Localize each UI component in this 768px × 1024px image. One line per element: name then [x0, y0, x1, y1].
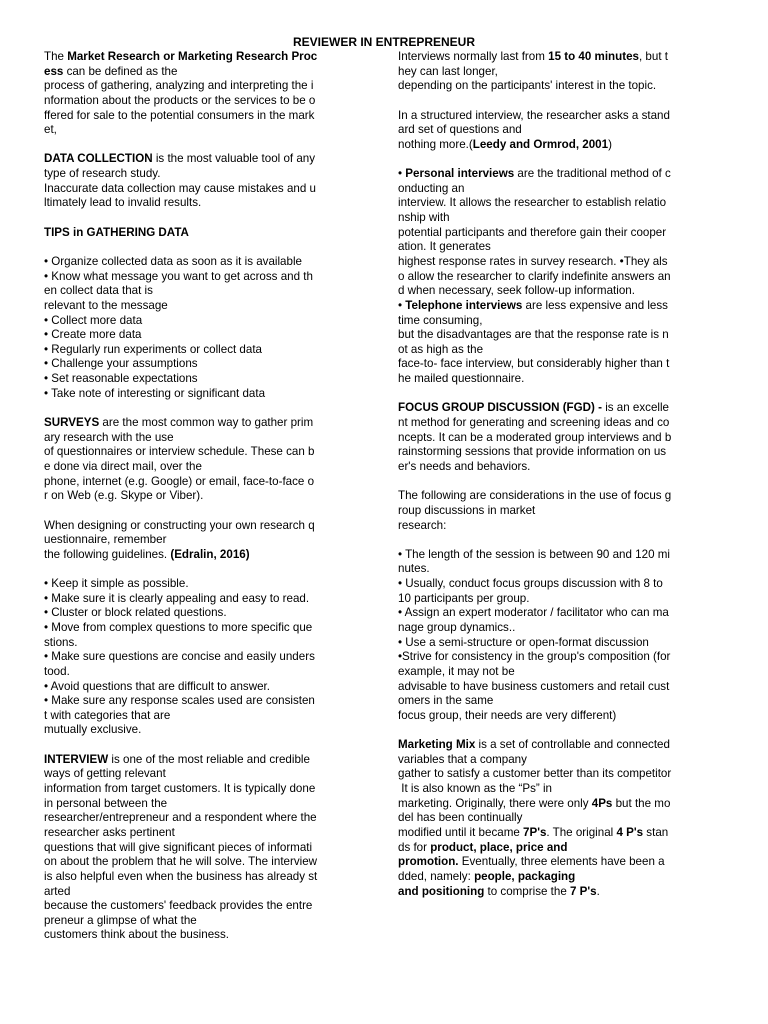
- text-run: are less expensive and less: [522, 298, 668, 312]
- text-line: [44, 226, 374, 241]
- text-run: relevant to the message: [44, 298, 168, 312]
- text-line: [44, 445, 374, 460]
- text-run: nship with: [398, 211, 450, 225]
- text-line: [44, 548, 374, 563]
- text-run: is also helpful even when the business has already st: [44, 869, 318, 883]
- text-run: • Know what message you want to get across and th: [44, 269, 313, 283]
- text-run: The: [44, 50, 68, 63]
- text-line: [44, 694, 374, 709]
- text-run: the following guidelines.: [44, 547, 171, 561]
- text-run: to comprise the: [484, 884, 570, 898]
- text-run: • Make sure questions are concise and easily unders: [44, 650, 315, 664]
- text-line: [398, 709, 728, 724]
- text-line: [44, 255, 374, 270]
- text-run: face-to- face interview, but considerably higher than t: [398, 357, 670, 371]
- text-line: [44, 343, 374, 358]
- text-run: nt method for generating and screening ideas and co: [398, 416, 670, 430]
- text-line: [44, 680, 374, 695]
- bold-text-run: Telephone interviews: [405, 298, 523, 312]
- text-run: •: [398, 167, 406, 181]
- text-run: • Regularly run experiments or collect data: [44, 342, 262, 356]
- text-line: [398, 636, 728, 651]
- text-line: [398, 65, 728, 80]
- text-run: but the disadvantages are that the response rate is n: [398, 328, 669, 342]
- text-run: en collect data that is: [44, 284, 153, 298]
- text-line: [44, 519, 374, 534]
- text-line: [398, 680, 728, 695]
- text-line: [44, 738, 374, 753]
- text-line: [44, 562, 374, 577]
- text-line: [44, 152, 374, 167]
- text-line: [44, 328, 374, 343]
- text-run: nformation about the products or the services to be o: [44, 93, 316, 107]
- bold-text-run: Marketing Mix: [398, 738, 476, 752]
- text-line: [44, 475, 374, 490]
- text-line: [398, 723, 728, 738]
- text-line: [44, 65, 374, 80]
- text-run: tood.: [44, 664, 70, 678]
- text-line: [398, 138, 728, 153]
- text-line: [44, 767, 374, 782]
- text-line: [398, 152, 728, 167]
- text-line: [398, 445, 728, 460]
- text-run: • Collect more data: [44, 313, 143, 327]
- text-line: [44, 196, 374, 211]
- text-line: [44, 431, 374, 446]
- text-run: arted: [44, 884, 71, 898]
- text-run: • Move from complex questions to more specific que: [44, 620, 313, 634]
- text-line: [398, 475, 728, 490]
- text-line: [44, 240, 374, 255]
- text-run: e done via direct mail, over the: [44, 459, 202, 473]
- text-line: [44, 592, 374, 607]
- text-run: • Cluster or block related questions.: [44, 606, 227, 620]
- text-line: [44, 753, 374, 768]
- text-line: [44, 665, 374, 680]
- text-line: [398, 606, 728, 621]
- text-run: potential participants and therefore gain their cooper: [398, 225, 667, 239]
- text-line: [44, 621, 374, 636]
- text-run: stions.: [44, 635, 78, 649]
- text-run: customers think about the business.: [44, 928, 229, 942]
- text-run: • Avoid questions that are difficult to answer.: [44, 679, 270, 693]
- text-run: r on Web (e.g. Skype or Viber).: [44, 489, 204, 503]
- bold-text-run: SURVEYS: [44, 416, 100, 430]
- text-line: [398, 738, 728, 753]
- text-run: • Assign an expert moderator / facilitator who can ma: [398, 606, 669, 620]
- text-run: • The length of the session is between 90 and 120 mi: [398, 547, 670, 561]
- text-line: [398, 767, 728, 782]
- text-run: ): [608, 137, 612, 151]
- text-line: [398, 79, 728, 94]
- text-line: [44, 489, 374, 504]
- text-run: Inaccurate data collection may cause mistakes and u: [44, 181, 316, 195]
- text-line: [398, 577, 728, 592]
- text-run: advisable to have business customers and retail cust: [398, 679, 670, 693]
- text-run: hey can last longer,: [398, 64, 498, 78]
- bold-text-run: people, packaging: [474, 869, 576, 883]
- text-line: [398, 372, 728, 387]
- text-run: highest response rates in survey research. •They als: [398, 254, 668, 268]
- text-line: [44, 577, 374, 592]
- text-run: modified until it became: [398, 825, 524, 839]
- text-run: phone, internet (e.g. Google) or email, face-to-face o: [44, 474, 315, 488]
- text-line: [398, 504, 728, 519]
- bold-text-run: TIPS in GATHERING DATA: [44, 225, 189, 239]
- text-run: type of research study.: [44, 167, 161, 181]
- bold-text-run: promotion.: [398, 855, 459, 869]
- text-line: [398, 431, 728, 446]
- text-run: ds for: [398, 840, 431, 854]
- text-line: [44, 138, 374, 153]
- text-run: .: [596, 884, 600, 898]
- text-line: [398, 811, 728, 826]
- text-run: researcher/entrepreneur and a respondent where the: [44, 811, 317, 825]
- text-run: questions that will give significant pieces of informati: [44, 840, 313, 854]
- text-line: [44, 899, 374, 914]
- text-run: del has been continually: [398, 811, 523, 825]
- text-line: [398, 240, 728, 255]
- text-run: •Strive for consistency in the group's composition (for: [398, 650, 671, 664]
- text-run: o allow the researcher to clarify indefinite answers an: [398, 269, 671, 283]
- text-run: are the traditional method of c: [514, 167, 671, 181]
- text-run: onducting an: [398, 181, 465, 195]
- text-line: [398, 753, 728, 768]
- text-line: [44, 401, 374, 416]
- text-line: [398, 416, 728, 431]
- bold-text-run: 7P's: [523, 825, 547, 839]
- bold-text-run: FOCUS GROUP DISCUSSION (FGD) -: [398, 401, 602, 415]
- text-line: [398, 328, 728, 343]
- text-run: is an excelle: [601, 401, 670, 415]
- text-run: mutually exclusive.: [44, 723, 142, 737]
- bold-text-run: 7 P's: [570, 884, 597, 898]
- text-run: variables that a company: [398, 752, 527, 766]
- text-line: [398, 109, 728, 124]
- bold-text-run: product, place, price and: [430, 840, 568, 854]
- text-line: [44, 284, 374, 299]
- text-line: [398, 782, 728, 797]
- text-run: , but t: [638, 50, 668, 63]
- text-line: [398, 123, 728, 138]
- text-line: [44, 167, 374, 182]
- text-line: [398, 841, 728, 856]
- text-run: he mailed questionnaire.: [398, 372, 525, 386]
- text-line: [398, 357, 728, 372]
- text-line: [398, 299, 728, 314]
- text-run: ltimately lead to invalid results.: [44, 196, 202, 210]
- text-line: [44, 314, 374, 329]
- text-run: researcher asks pertinent: [44, 825, 175, 839]
- text-line: [44, 79, 374, 94]
- text-line: [44, 533, 374, 548]
- text-run: • Set reasonable expectations: [44, 372, 198, 386]
- text-run: is a set of controllable and connected: [475, 738, 670, 752]
- text-line: [44, 841, 374, 856]
- text-line: [44, 460, 374, 475]
- text-run: •: [398, 298, 406, 312]
- text-run: In a structured interview, the researcher asks a stand: [398, 108, 670, 122]
- text-line: [398, 650, 728, 665]
- text-run: are the most common way to gather prim: [99, 416, 314, 430]
- text-run: process of gathering, analyzing and interpreting the i: [44, 79, 314, 93]
- text-line: [398, 270, 728, 285]
- text-line: [398, 592, 728, 607]
- text-run: interview. It allows the researcher to establish relatio: [398, 196, 667, 210]
- text-line: [398, 196, 728, 211]
- text-line: [44, 870, 374, 885]
- text-run: nutes.: [398, 562, 430, 576]
- text-line: [398, 50, 728, 65]
- text-run: When designing or constructing your own research q: [44, 518, 315, 532]
- text-line: [44, 387, 374, 402]
- text-line: [44, 914, 374, 929]
- text-line: [44, 182, 374, 197]
- text-run: but the mo: [612, 796, 671, 810]
- text-line: [44, 797, 374, 812]
- text-run: Eventually, three elements have been a: [458, 855, 665, 869]
- text-run: et,: [44, 123, 57, 137]
- bold-text-run: 15 to 40 minutes: [548, 50, 639, 63]
- text-run: of questionnaires or interview schedule. These can b: [44, 445, 315, 459]
- text-run: dded, namely:: [398, 869, 475, 883]
- text-run: ncepts. It can be a moderated group interviews and b: [398, 430, 672, 444]
- text-run: stan: [643, 825, 669, 839]
- text-run: • Use a semi-structure or open-format discussion: [398, 635, 649, 649]
- text-line: [398, 94, 728, 109]
- text-line: [44, 357, 374, 372]
- text-line: [44, 123, 374, 138]
- text-line: [398, 519, 728, 534]
- text-line: [398, 562, 728, 577]
- text-run: uestionnaire, remember: [44, 533, 167, 547]
- text-line: [44, 855, 374, 870]
- text-line: [44, 109, 374, 124]
- bold-text-run: (Edralin, 2016): [170, 547, 250, 561]
- text-run: nage group dynamics..: [398, 620, 516, 634]
- text-line: [44, 928, 374, 943]
- bold-text-run: INTERVIEW: [44, 752, 109, 766]
- text-line: [398, 460, 728, 475]
- text-line: [398, 694, 728, 709]
- text-run: It is also known as the “Ps” in: [398, 782, 553, 796]
- text-line: [398, 167, 728, 182]
- text-line: [44, 606, 374, 621]
- text-run: research:: [398, 518, 447, 532]
- text-line: [398, 870, 728, 885]
- text-run: t with categories that are: [44, 708, 171, 722]
- text-run: ation. It generates: [398, 240, 491, 254]
- text-run: gather to satisfy a customer better than its competitor: [398, 767, 672, 781]
- bold-text-run: and positioning: [398, 884, 485, 898]
- document-title: REVIEWER IN ENTREPRENEUR: [292, 35, 476, 49]
- text-line: [44, 270, 374, 285]
- text-line: [398, 548, 728, 563]
- text-run: d when necessary, seek follow-up information.: [398, 284, 635, 298]
- text-run: er's needs and behaviors.: [398, 459, 531, 473]
- text-run: can be defined as the: [63, 64, 178, 78]
- bold-text-run: 4Ps: [591, 796, 613, 810]
- text-run: nothing more.(: [398, 137, 473, 151]
- text-run: is the most valuable tool of any: [152, 152, 316, 166]
- text-line: [44, 811, 374, 826]
- text-line: [44, 416, 374, 431]
- text-run: The following are considerations in the use of focus g: [398, 489, 672, 503]
- text-run: • Make sure any response scales used are consisten: [44, 694, 315, 708]
- text-line: [44, 299, 374, 314]
- bold-text-run: Personal interviews: [405, 167, 515, 181]
- text-run: on about the problem that he will solve. The interview: [44, 855, 318, 869]
- text-run: information from target customers. It is typically done: [44, 782, 316, 796]
- text-line: [44, 211, 374, 226]
- text-line: [44, 94, 374, 109]
- text-line: [44, 885, 374, 900]
- text-line: [398, 226, 728, 241]
- text-run: • Keep it simple as possible.: [44, 577, 189, 591]
- text-run: ard set of questions and: [398, 123, 522, 137]
- text-line: [44, 650, 374, 665]
- text-line: [44, 504, 374, 519]
- text-line: [398, 255, 728, 270]
- bold-text-run: DATA COLLECTION: [44, 152, 153, 166]
- bold-text-run: Leedy and Ormrod, 2001: [472, 137, 609, 151]
- left-column: [44, 50, 374, 943]
- text-line: [44, 826, 374, 841]
- text-line: [44, 709, 374, 724]
- text-line: [44, 636, 374, 651]
- text-run: omers in the same: [398, 694, 494, 708]
- text-line: [398, 533, 728, 548]
- text-run: in personal between the: [44, 796, 168, 810]
- text-line: [398, 387, 728, 402]
- text-run: . The original: [546, 825, 617, 839]
- text-run: example, it may not be: [398, 664, 515, 678]
- text-line: [398, 621, 728, 636]
- text-line: [398, 826, 728, 841]
- text-run: • Make sure it is clearly appealing and easy to read.: [44, 591, 310, 605]
- text-line: [398, 284, 728, 299]
- text-line: [398, 314, 728, 329]
- text-line: [398, 797, 728, 812]
- text-run: • Usually, conduct focus groups discussion with 8 to: [398, 577, 663, 591]
- text-line: [44, 723, 374, 738]
- text-run: • Challenge your assumptions: [44, 357, 198, 371]
- text-line: [398, 211, 728, 226]
- text-run: is one of the most reliable and credible: [108, 752, 310, 766]
- text-run: depending on the participants' interest in the topic.: [398, 79, 657, 93]
- text-line: [398, 343, 728, 358]
- text-line: [398, 855, 728, 870]
- bold-text-run: 4 P's: [616, 825, 644, 839]
- bold-text-run: Market Research or Marketing Research Proc: [67, 50, 318, 63]
- text-run: 10 participants per group.: [398, 591, 530, 605]
- text-line: [398, 182, 728, 197]
- right-column: [398, 50, 728, 899]
- text-line: [44, 50, 374, 65]
- text-line: [398, 489, 728, 504]
- text-run: ot as high as the: [398, 342, 484, 356]
- text-line: [44, 782, 374, 797]
- text-run: preneur a glimpse of what the: [44, 913, 197, 927]
- text-line: [44, 372, 374, 387]
- text-run: focus group, their needs are very different): [398, 708, 617, 722]
- text-run: ways of getting relevant: [44, 767, 166, 781]
- text-run: roup discussions in market: [398, 503, 536, 517]
- bold-text-run: ess: [44, 64, 64, 78]
- text-line: [398, 885, 728, 900]
- text-run: Interviews normally last from: [398, 50, 549, 63]
- text-line: [398, 401, 728, 416]
- text-run: time consuming,: [398, 313, 483, 327]
- text-run: • Organize collected data as soon as it is available: [44, 254, 302, 268]
- text-run: marketing. Originally, there were only: [398, 796, 592, 810]
- text-run: ffered for sale to the potential consumers in the mark: [44, 108, 315, 122]
- text-run: rainstorming sessions that provide information on us: [398, 445, 667, 459]
- text-run: ary research with the use: [44, 430, 174, 444]
- text-run: • Take note of interesting or significant data: [44, 386, 266, 400]
- text-run: • Create more data: [44, 328, 142, 342]
- text-line: [398, 665, 728, 680]
- text-run: because the customers' feedback provides the entre: [44, 899, 313, 913]
